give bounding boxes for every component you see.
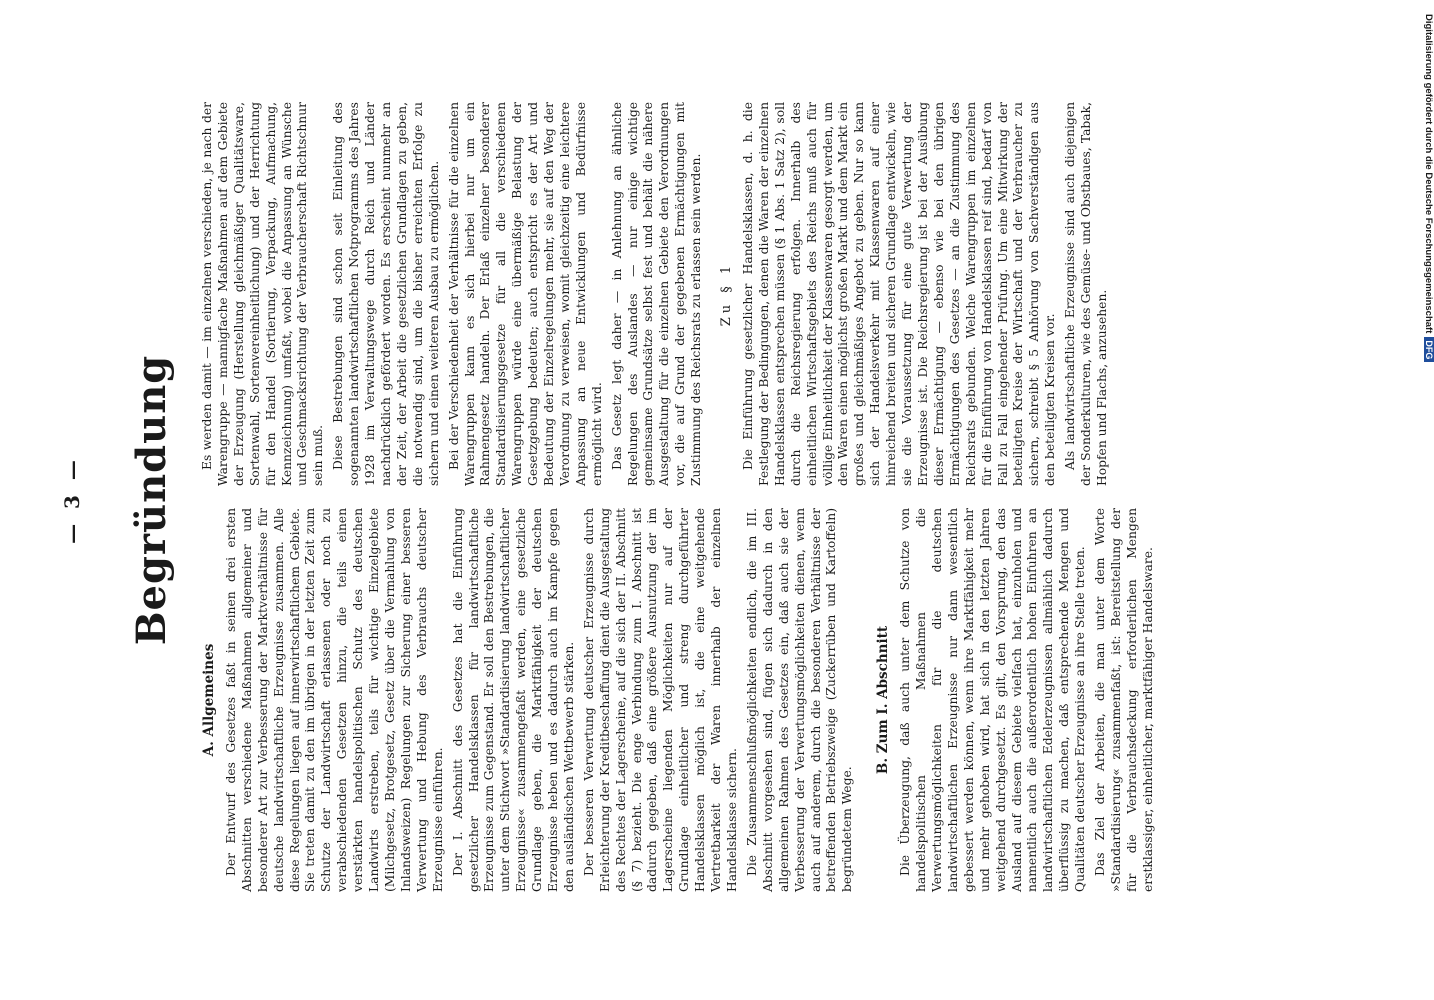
- right-column: [200, 102, 1115, 486]
- paragraph: Der besseren Verwertung deutscher Erzeugnisse durch Erleichterung der Kreditbeschaffung dient die Ausgestaltung des Rechtes der Lagerscheine, auf die sich der II. Abschnitt (§ 7) bezieht. Die enge Verbindung zum I. Abschnitt ist dadurch gegeben, daß eine größere Ausnutzung der im Lagerscheine liegenden Möglichkeiten nur auf der Grundlage einheitlicher und streng durchgeführter Handelsklassen möglich ist, die eine weitgehende Vertretbarkeit der Waren innerhalb der einzelnen Handelsklasse sichern.: [581, 508, 739, 892]
- paragraph: Diese Bestrebungen sind schon seit Einleitung des sogenannten landwirtschaftlichen Notprogramms des Jahres 1928 im Verwaltungswege durch Reich und Länder nachdrücklich gefördert worden. Es erscheint nunmehr an der Zeit, der Arbeit die gesetzlichen Grundlagen zu geben, die notwendig sind, um die bisher erreichten Erfolge zu sichern und einen weiteren Ausbau zu ermöglichen.: [331, 102, 441, 486]
- digitization-footer: [1420, 0, 1434, 1000]
- section-b-heading: B. Zum I. Abschnitt: [875, 625, 892, 775]
- paragraph: Der I. Abschnitt des Gesetzes hat die Einführung gesetzlicher Handelsklassen für landwirtschaftliche Erzeugnisse zum Gegenstand. Er soll den Bestrebungen, die unter dem Stichwort »Standardisierung landwirtschaftlicher Erzeugnisse« zusammengefaßt werden, eine gesetzliche Grundlage geben, die Marktfähigkeit der deutschen Erzeugnisse heben und es dadurch auch im Kampfe gegen den ausländischen Wettbewerb stärken.: [450, 508, 576, 892]
- section-a-heading: A. Allgemeines: [201, 643, 217, 757]
- paragraph: Das Gesetz legt daher — in Anlehnung an ähnliche Regelungen des Auslandes — nur einige wichtige gemeinsame Grundsätze selbst fest und behält die nähere Ausgestaltung für die einzelnen Gebiete den Verordnungen vor, die auf Grund der gegebenen Ermächtigungen mit Zustimmung des Reichsrats zu erlassen sein werden.: [609, 102, 704, 486]
- left-column: [200, 508, 1161, 892]
- footer-text: Digitalisierung gefördert durch die Deutsche Forschungsgemeinschaft: [1423, 14, 1434, 334]
- page-number: — 3 —: [60, 456, 84, 544]
- paragraph: Die Zusammenschlußmöglichkeiten endlich, die im III. Abschnitt vorgesehen sind, fügen sich dadurch in den allgemeinen Rahmen des Gesetzes ein, daß auch sie der Verbesserung der Verwertungsmöglichkeiten dienen, wenn auch auf anderem, durch die besonderen Verhältnisse der betreffenden Betriebszweige (Zuckerrüben und Kartoffeln) begründetem Wege.: [744, 508, 855, 892]
- paragraph: Die Einführung gesetzlicher Handelsklassen, d. h. die Festlegung der Bedingungen, denen die Waren der einzelnen Handelsklassen entsprechen müssen (§ 1 Abs. 1 Satz 2), soll durch die Reichsregierung erfolgen. Innerhalb des einheitlichen Wirtschaftsgebiets des Reichs muß auch für völlige Einheitlichkeit der Klassenwaren gesorgt werden, um den Waren einen möglichst großen Markt und dem Markt ein großes und gleichmäßiges Angebot zu geben. Nur so kann sich der Handelsverkehr mit Klassenwaren auf einer hinreichend breiten und sicheren Grundlage entwickeln, wie sie die Voraussetzung für eine gute Verwertung der Erzeugnisse ist. Die Reichsregierung ist bei der Ausübung dieser Ermächtigung — ebenso wie bei den übrigen Ermächtigungen des Gesetzes — an die Zustimmung des Reichsrats gebunden. Welche Warengruppen im einzelnen für die Einführung von Handelsklassen reif sind, bedarf von Fall zu Fall eingehender Prüfung. Um eine Mitwirkung der beteiligten Kreise der Wirtschaft und der Verbraucher zu sichern, schreibt § 5 Anhörung von Sachverständigen aus den beteiligten Kreisen vor.: [741, 101, 1058, 486]
- paragraph: Die Überzeugung, daß auch unter dem Schutze von handelspolitischen Maßnahmen die Verwertungsmöglichkeiten für die deutschen landwirtschaftlichen Erzeugnisse nur dann wesentlich gebessert werden können, wenn ihre Marktfähigkeit mehr und mehr gehoben wird, hat sich in den letzten Jahren weitgehend durchgesetzt. Es gilt, den Vorsprung, den das Ausland auf diesem Gebiete vielfach hat, einzuholen und namentlich auch die außerordentlich hohen Einfuhren an landwirtschaftlichen Edelerzeugnissen allmählich dadurch überflüssig zu machen, daß entsprechende Mengen und Qualitäten deutscher Erzeugnisse an ihre Stelle treten.: [898, 508, 1088, 892]
- dfg-logo: DFG: [1424, 337, 1434, 362]
- page-title: Begründung: [128, 354, 175, 646]
- paragraph: Bei der Verschiedenheit der Verhältnisse für die einzelnen Warengruppen kann es sich hierbei nur um ein Rahmengesetz handeln. Der Erlaß einzelner besonderer Standardisierungsgesetze für all die verschiedenen Warengruppen würde eine übermäßige Belastung der Gesetzgebung bedeuten; auch entspricht es der Art und Bedeutung der Einzelregelungen mehr, sie auf den Weg der Verordnung zu verweisen, womit gleichzeitig eine leichtere Anpassung an neue Entwicklungen und Bedürfnisse ermöglicht wird.: [446, 102, 604, 486]
- paragraph: Es werden damit — im einzelnen verschieden, je nach der Warengruppe — mannigfache Maßnahmen auf dem Gebiete der Erzeugung (Herstellung gleichmäßiger Qualitätsware, Sortenwahl, Sortenvereinheitlichung) und der Herrichtung für den Handel (Sortierung, Verpackung, Aufmachung, Kennzeichnung) umfaßt, wobei die Anpassung an Wünsche und Geschmacksrichtung der Verbraucherschaft Richtschnur sein muß.: [200, 102, 326, 486]
- paragraph: Der Entwurf des Gesetzes faßt in seinen drei ersten Abschnitten verschiedene Maßnahmen allgemeiner und besonderer Art zur Verbesserung der Marktverhältnisse für deutsche landwirtschaftliche Erzeugnisse zusammen. Alle diese Regelungen liegen auf innerwirtschaftlichem Gebiete. Sie treten damit zu den im übrigen in der letzten Zeit zum Schutze der Landwirtschaft erlassenen oder noch zu verabschiedenden Gesetzen hinzu, die teils einen verstärkten handelspolitischen Schutz des deutschen Landwirts erstreben, teils für wichtige Einzelgebiete (Milchgesetz, Brotgesetz, Gesetz über die Vermahlung von Inlandsweizen) Regelungen zur Sicherung einer besseren Verwertung und Hebung des Verbrauchs deutscher Erzeugnisse einführen.: [223, 508, 445, 892]
- paragraph: Als landwirtschaftliche Erzeugnisse sind auch diejenigen der Sonderkulturen, wie des Gemüse- und Obstbaues, Tabak, Hopfen und Flachs, anzusehen.: [1063, 102, 1109, 486]
- section-heading-zu-par-1: Zu § 1: [719, 261, 735, 327]
- paragraph: Das Ziel der Arbeiten, die man unter dem Worte »Standardisierung« zusammenfaßt, ist: Bereitstellung der für die Verbrauchsdeckung erforderlichen Mengen erstklassiger, einheitlicher, marktfähiger Handelsware.: [1093, 508, 1155, 892]
